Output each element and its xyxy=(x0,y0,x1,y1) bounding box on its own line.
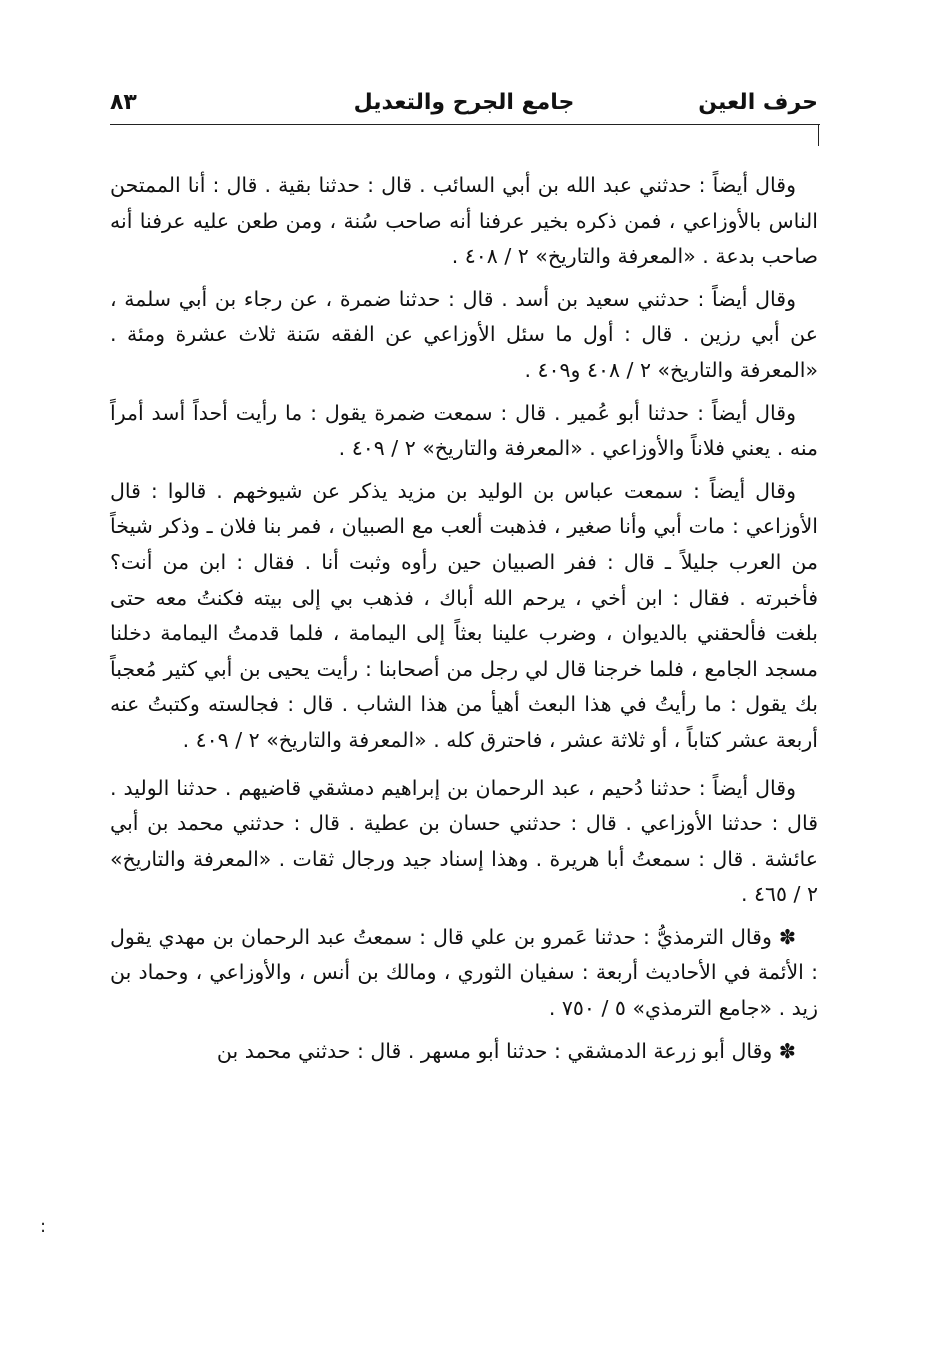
page-number: ٨٣ xyxy=(110,90,137,115)
margin-dot-mark: : xyxy=(40,1216,47,1237)
page-header xyxy=(110,88,818,122)
page-body xyxy=(110,168,818,1076)
paragraph: وقال أيضاً : حدثني عبد الله بن أبي السائب . قال : حدثنا بقية . قال : أنا الممتحن الناس بالأوزاعي ، فمن ذكره بخير عرفنا أنه صاحب سُنة ، ومن طعن عليه عرفنا أنه صاحب بدعة . «المعرفة والتاريخ» ٢ / ٤٠٨ . xyxy=(110,173,818,269)
section-title: حرف العين xyxy=(698,90,818,115)
paragraph: ✽ وقال الترمذيُّ : حدثنا عَمرو بن علي قال : سمعتُ عبد الرحمان بن مهدي يقول : الأئمة في الأحاديث أربعة : سفيان الثوري ، ومالك بن أنس ، والأوزاعي ، وحماد بن زيد . «جامع الترمذي» ٥ / ٧٥٠ . xyxy=(110,924,818,1021)
header-rule-tick xyxy=(818,124,819,146)
paragraph: وقال أيضاً : سمعت عباس بن الوليد بن مزيد يذكر عن شيوخهم . قالوا : قال الأوزاعي : مات أبي وأنا صغير ، فذهبت ألعب مع الصبيان ، فمر بنا فلان ـ وذكر شيخاً من العرب جليلاً ـ قال : ففر الصبيان حين رأوه وثبت أنا . فقال : ابن من أنت؟ فأخبرته . فقال : ابن أخي ، يرحم الله أباك ، فذهب بي إلى بيته فكنتُ معه حتى بلغت فألحقني بالديوان ، وضرب علينا بعثاً إلى اليمامة ، فلما قدمتُ اليمامة دخلنا مسجد الجامع ، فلما خرجنا قال لي رجل من أصحابنا : رأيت يحيى بن أبي كثير مُعجباً بك يقول : ما رأيتُ في هذا البعث أهيأ من هذا الشاب . قال : فجالسته وكتبتُ عنه أربعة عشر كتاباً ، أو ثلاثة عشر ، فاحترق كله . «المعرفة والتاريخ» ٢ / ٤٠٩ . xyxy=(110,478,818,752)
paragraph: وقال أيضاً : حدثني سعيد بن أسد . قال : حدثنا ضمرة ، عن رجاء بن أبي سلمة ، عن أبي رزين . قال : أول ما سئل الأوزاعي عن الفقه سَنة ثلاث عشرة ومئة . «المعرفة والتاريخ» ٢ / ٤٠٨ و٤٠٩ . xyxy=(110,286,818,382)
header-rule xyxy=(110,124,820,125)
book-title: جامع الجرح والتعديل xyxy=(353,90,575,115)
paragraph: ✽ وقال أبو زرعة الدمشقي : حدثنا أبو مسهر . قال : حدثني محمد بن xyxy=(216,1038,796,1063)
paragraph: وقال أيضاً : حدثنا دُحيم ، عبد الرحمان بن إبراهيم دمشقي قاضيهم . حدثنا الوليد . قال : حدثنا الأوزاعي . قال : حدثني حسان بن عطية . قال : حدثني محمد بن أبي عائشة . قال : سمعتُ أبا هريرة . وهذا إسناد جيد ورجال ثقات . «المعرفة والتاريخ» ٢ / ٤٦٥ . xyxy=(110,775,818,907)
paragraph: وقال أيضاً : حدثنا أبو عُمير . قال : سمعت ضمرة يقول : ما رأيت أحداً أسد أمراً منه . يعني فلاناً والأوزاعي . «المعرفة والتاريخ» ٢ / ٤٠٩ . xyxy=(110,400,818,461)
